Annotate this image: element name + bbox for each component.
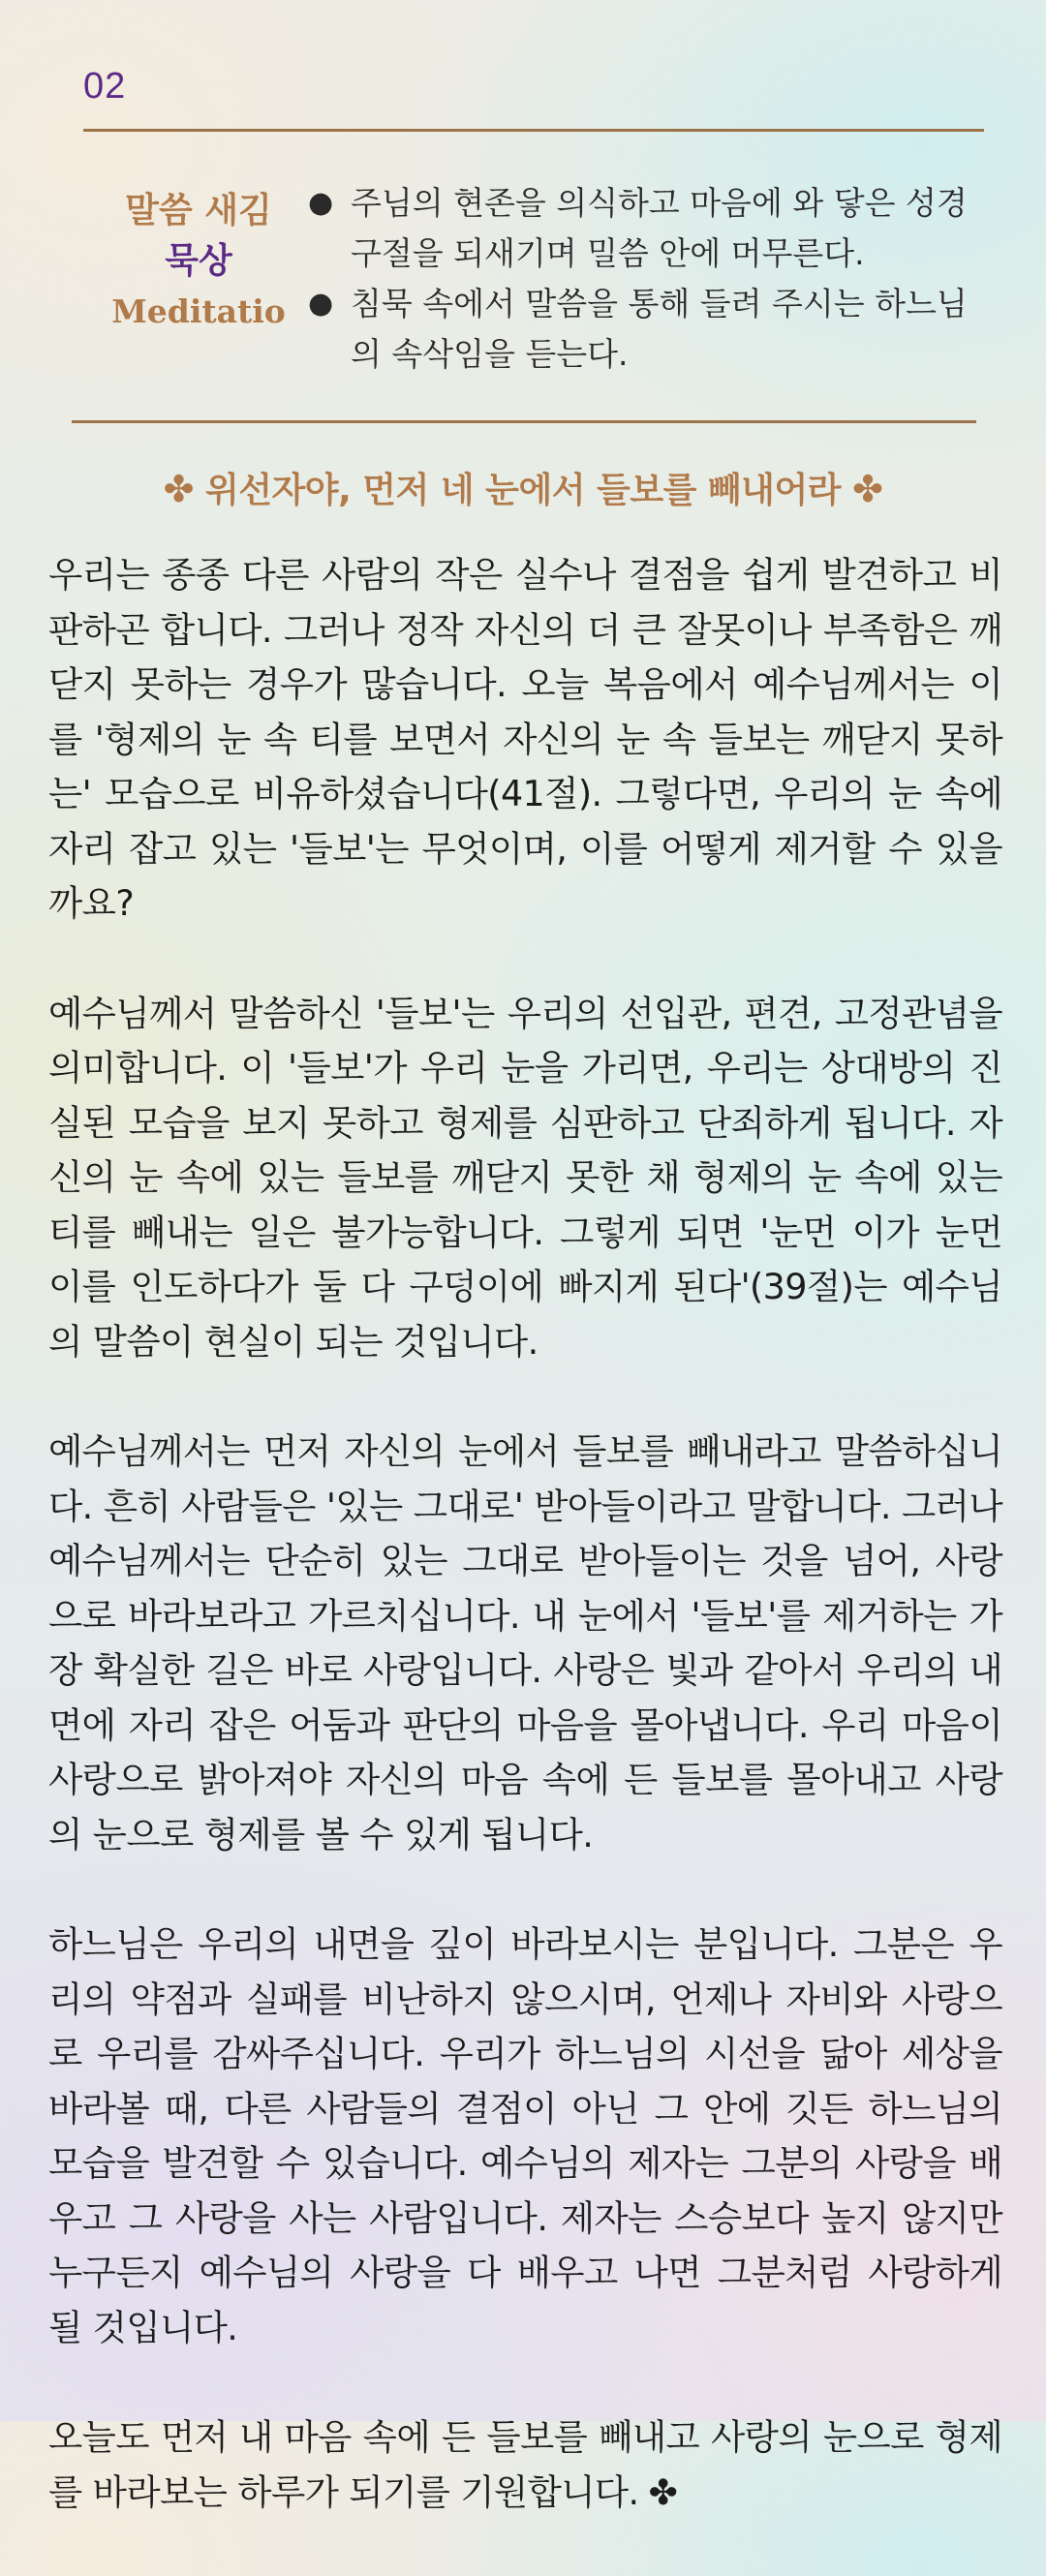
meditation-points [308, 178, 986, 380]
section-label-korean: 말씀 새김 [125, 191, 272, 230]
paragraph: 우리는 종종 다른 사람의 작은 실수나 결점을 쉽게 발견하고 비판하곤 합니다. 그러나 정작 자신의 더 큰 잘못이나 부족함은 깨닫지 못하는 경우가 많습니다. 오늘 복음에서 예수님께서는 이를 '형제의 눈 속 티를 보면서 자신의 눈 속 들보는 깨닫지 못하는' 모습으로 비유하셨습니다(41절). 그렇다면, 우리의 눈 속에 자리 잡고 있는 '들보'는 무엇이며, 이를 어떻게 제거할 수 있을까요? [48, 554, 1002, 924]
middle-divider [72, 420, 976, 423]
bullet-icon: ● [308, 287, 334, 321]
meditation-point [308, 178, 986, 279]
page-number: 02 [83, 66, 127, 107]
clover-icon: ✤ [852, 468, 883, 510]
meditation-point-text: 주님의 현존을 의식하고 마음에 와 닿은 성경구절을 되새기며 밀씀 안에 머무른다. [351, 184, 968, 272]
section-label [58, 186, 339, 337]
section-label-latin: Meditatio [111, 292, 286, 330]
closing-text: 오늘도 먼저 내 마음 속에 든 들보를 빼내고 사랑의 눈으로 형제를 바라보는 하루가 되기를 기원합니다. [48, 2416, 1002, 2513]
reflection-body [48, 548, 1002, 2576]
bullet-icon: ● [308, 186, 334, 220]
paragraph: 하느님은 우리의 내면을 깊이 바라보시는 분입니다. 그분은 우리의 약점과 실패를 비난하지 않으시며, 언제나 자비와 사랑으로 우리를 감싸주십니다. 우리가 하느님의 시선을 닮아 세상을 바라볼 때, 다른 사람들의 결점이 아닌 그 안에 깃든 하느님의 모습을 발견할 수 있습니다. 예수님의 제자는 그분의 사랑을 배우고 그 사랑을 사는 사람입니다. 제자는 스승보다 높지 않지만 누구든지 예수님의 사랑을 다 배우고 나면 그분처럼 사랑하게 될 것입니다. [48, 1923, 1002, 2348]
paragraph: 예수님께서 말씀하신 '들보'는 우리의 선입관, 편견, 고정관념을 의미합니다. 이 '들보'가 우리 눈을 가리면, 우리는 상대방의 진실된 모습을 보지 못하고 형제를 심판하고 단죄하게 됩니다. 자신의 눈 속에 있는 들보를 깨닫지 못한 채 형제의 눈 속에 있는 티를 빼내는 일은 불가능합니다. 그렇게 되면 '눈먼 이가 눈먼 이를 인도하다가 둘 다 구덩이에 빠지게 된다'(39절)는 예수님의 말씀이 현실이 되는 것입니다. [48, 992, 1002, 1363]
section-label-meditation: 묵상 [165, 241, 232, 281]
clover-icon: ✤ [648, 2472, 678, 2513]
meditation-point [308, 279, 986, 380]
top-divider [83, 129, 984, 132]
reflection-title-text: 위선자야, 먼저 네 눈에서 들보를 빼내어라 [204, 471, 842, 510]
paragraph: 예수님께서는 먼저 자신의 눈에서 들보를 빼내라고 말씀하십니다. 흔히 사람들은 '있는 그대로' 받아들이라고 말합니다. 그러나 예수님께서는 단순히 있는 그대로 받아들이는 것을 넘어, 사랑으로 바라보라고 가르치십니다. 내 눈에서 '들보'를 제거하는 가장 확실한 길은 바로 사랑입니다. 사랑은 빛과 같아서 우리의 내면에 자리 잡은 어둠과 판단의 마음을 몰아냅니다. 우리 마음이 사랑으로 밝아져야 자신의 마음 속에 든 들보를 몰아내고 사랑의 눈으로 형제를 볼 수 있게 됩니다. [48, 1430, 1002, 1855]
paragraph-closing [48, 2410, 1002, 2521]
reflection-title [0, 463, 1046, 512]
clover-icon: ✤ [163, 468, 194, 510]
meditation-point-text: 침묵 속에서 말씀을 통해 들려 주시는 하느님의 속삭임을 듣는다. [351, 285, 968, 373]
